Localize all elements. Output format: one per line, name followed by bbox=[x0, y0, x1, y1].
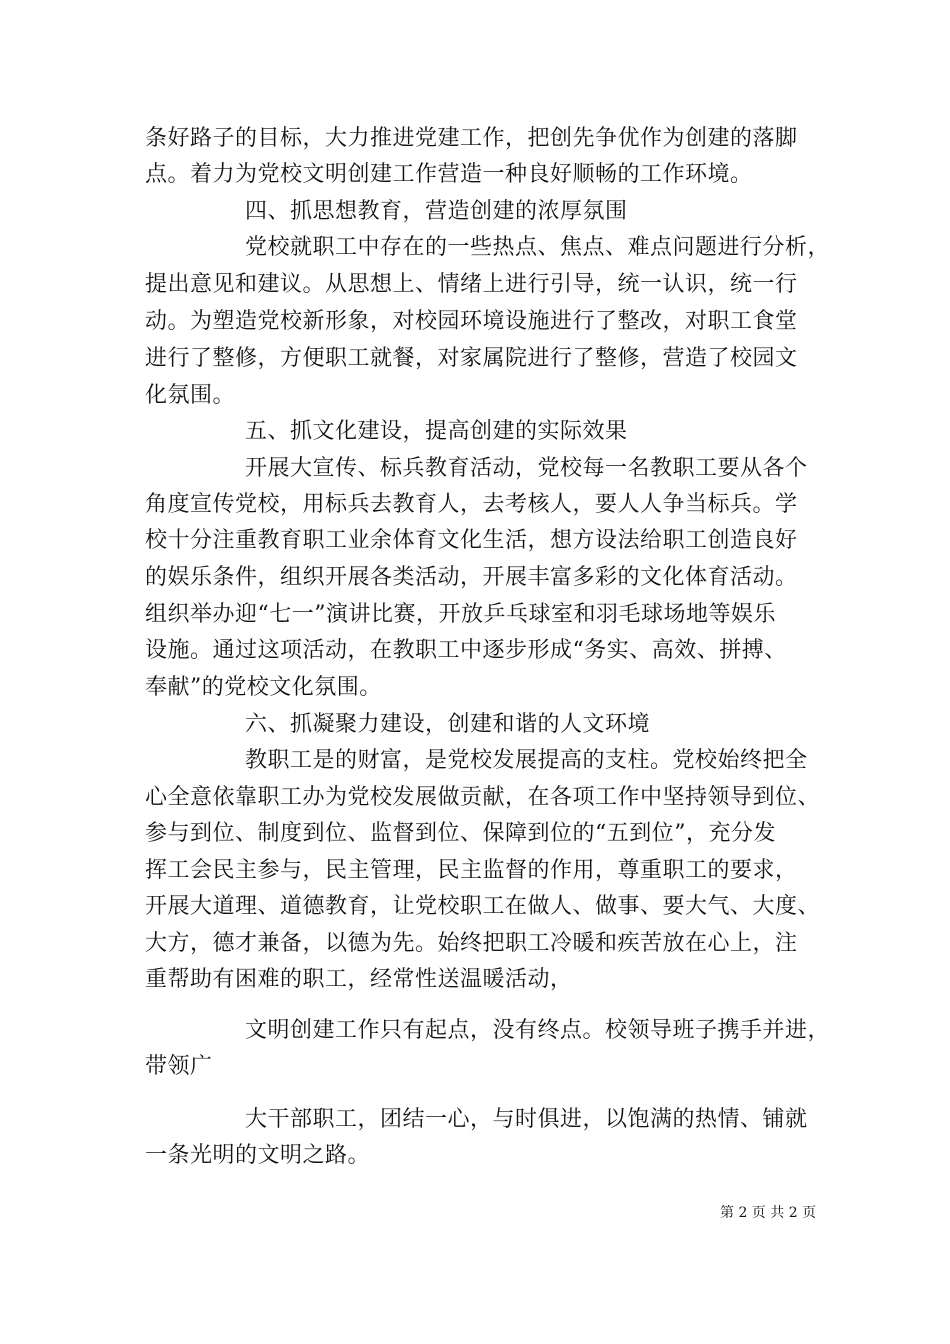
paragraph-first-line: 文明创建工作只有起点，没有终点。校领导班子携手并进， bbox=[245, 1018, 831, 1043]
body-line: 心全意依靠职工办为党校发展做贡献，在各项工作中坚持领导到位、 bbox=[145, 785, 821, 810]
paragraph-first-line: 大干部职工，团结一心，与时俱进，以饱满的热情、铺就 bbox=[245, 1107, 808, 1132]
section-heading-4: 四、抓思想教育，营造创建的浓厚氛围 bbox=[245, 199, 628, 224]
body-line: 化氛围。 bbox=[145, 383, 236, 408]
body-line: 点。着力为党校文明创建工作营造一种良好顺畅的工作环境。 bbox=[145, 162, 753, 187]
page-number: 第 2 页 共 2 页 bbox=[720, 1205, 817, 1221]
body-line: 条好路子的目标，大力推进党建工作，把创先争优作为创建的落脚 bbox=[145, 126, 798, 151]
body-line: 开展大道理、道德教育，让党校职工在做人、做事、要大气、大度、 bbox=[145, 894, 821, 919]
paragraph-first-line: 党校就职工中存在的一些热点、焦点、难点问题进行分析， bbox=[245, 235, 831, 260]
body-line: 带领广 bbox=[145, 1054, 213, 1079]
body-line: 设施。通过这项活动，在教职工中逐步形成“务实、高效、拼搏、 bbox=[145, 638, 787, 663]
body-line: 奉献”的党校文化氛围。 bbox=[145, 675, 382, 700]
section-heading-5: 五、抓文化建设，提高创建的实际效果 bbox=[245, 419, 628, 444]
section-heading-6: 六、抓凝聚力建设，创建和谐的人文环境 bbox=[245, 712, 651, 737]
paragraph-first-line: 教职工是的财富，是党校发展提高的支柱。党校始终把全 bbox=[245, 748, 808, 773]
body-line: 组织举办迎“七一”演讲比赛，开放乒乓球室和羽毛球场地等娱乐 bbox=[145, 602, 776, 627]
body-line: 一条光明的文明之路。 bbox=[145, 1143, 371, 1168]
body-line: 参与到位、制度到位、监督到位、保障到位的“五到位”，充分发 bbox=[145, 821, 776, 846]
body-line: 重帮助有困难的职工，经常性送温暖活动， bbox=[145, 967, 573, 992]
body-line: 角度宣传党校，用标兵去教育人，去考核人，要人人争当标兵。学 bbox=[145, 492, 798, 517]
body-line: 的娱乐条件，组织开展各类活动，开展丰富多彩的文化体育活动。 bbox=[145, 565, 798, 590]
body-line: 挥工会民主参与，民主管理，民主监督的作用，尊重职工的要求， bbox=[145, 858, 798, 883]
body-line: 大方，德才兼备，以德为先。始终把职工冷暖和疾苦放在心上，注 bbox=[145, 931, 798, 956]
body-line: 进行了整修，方便职工就餐，对家属院进行了整修，营造了校园文 bbox=[145, 346, 798, 371]
body-line: 提出意见和建议。从思想上、情绪上进行引导，统一认识，统一行 bbox=[145, 272, 798, 297]
body-line: 校十分注重教育职工业余体育文化生活，想方设法给职工创造良好 bbox=[145, 528, 798, 553]
body-line: 动。为塑造党校新形象，对校园环境设施进行了整改，对职工食堂 bbox=[145, 309, 798, 334]
paragraph-first-line: 开展大宣传、标兵教育活动，党校每一名教职工要从各个 bbox=[245, 456, 808, 481]
